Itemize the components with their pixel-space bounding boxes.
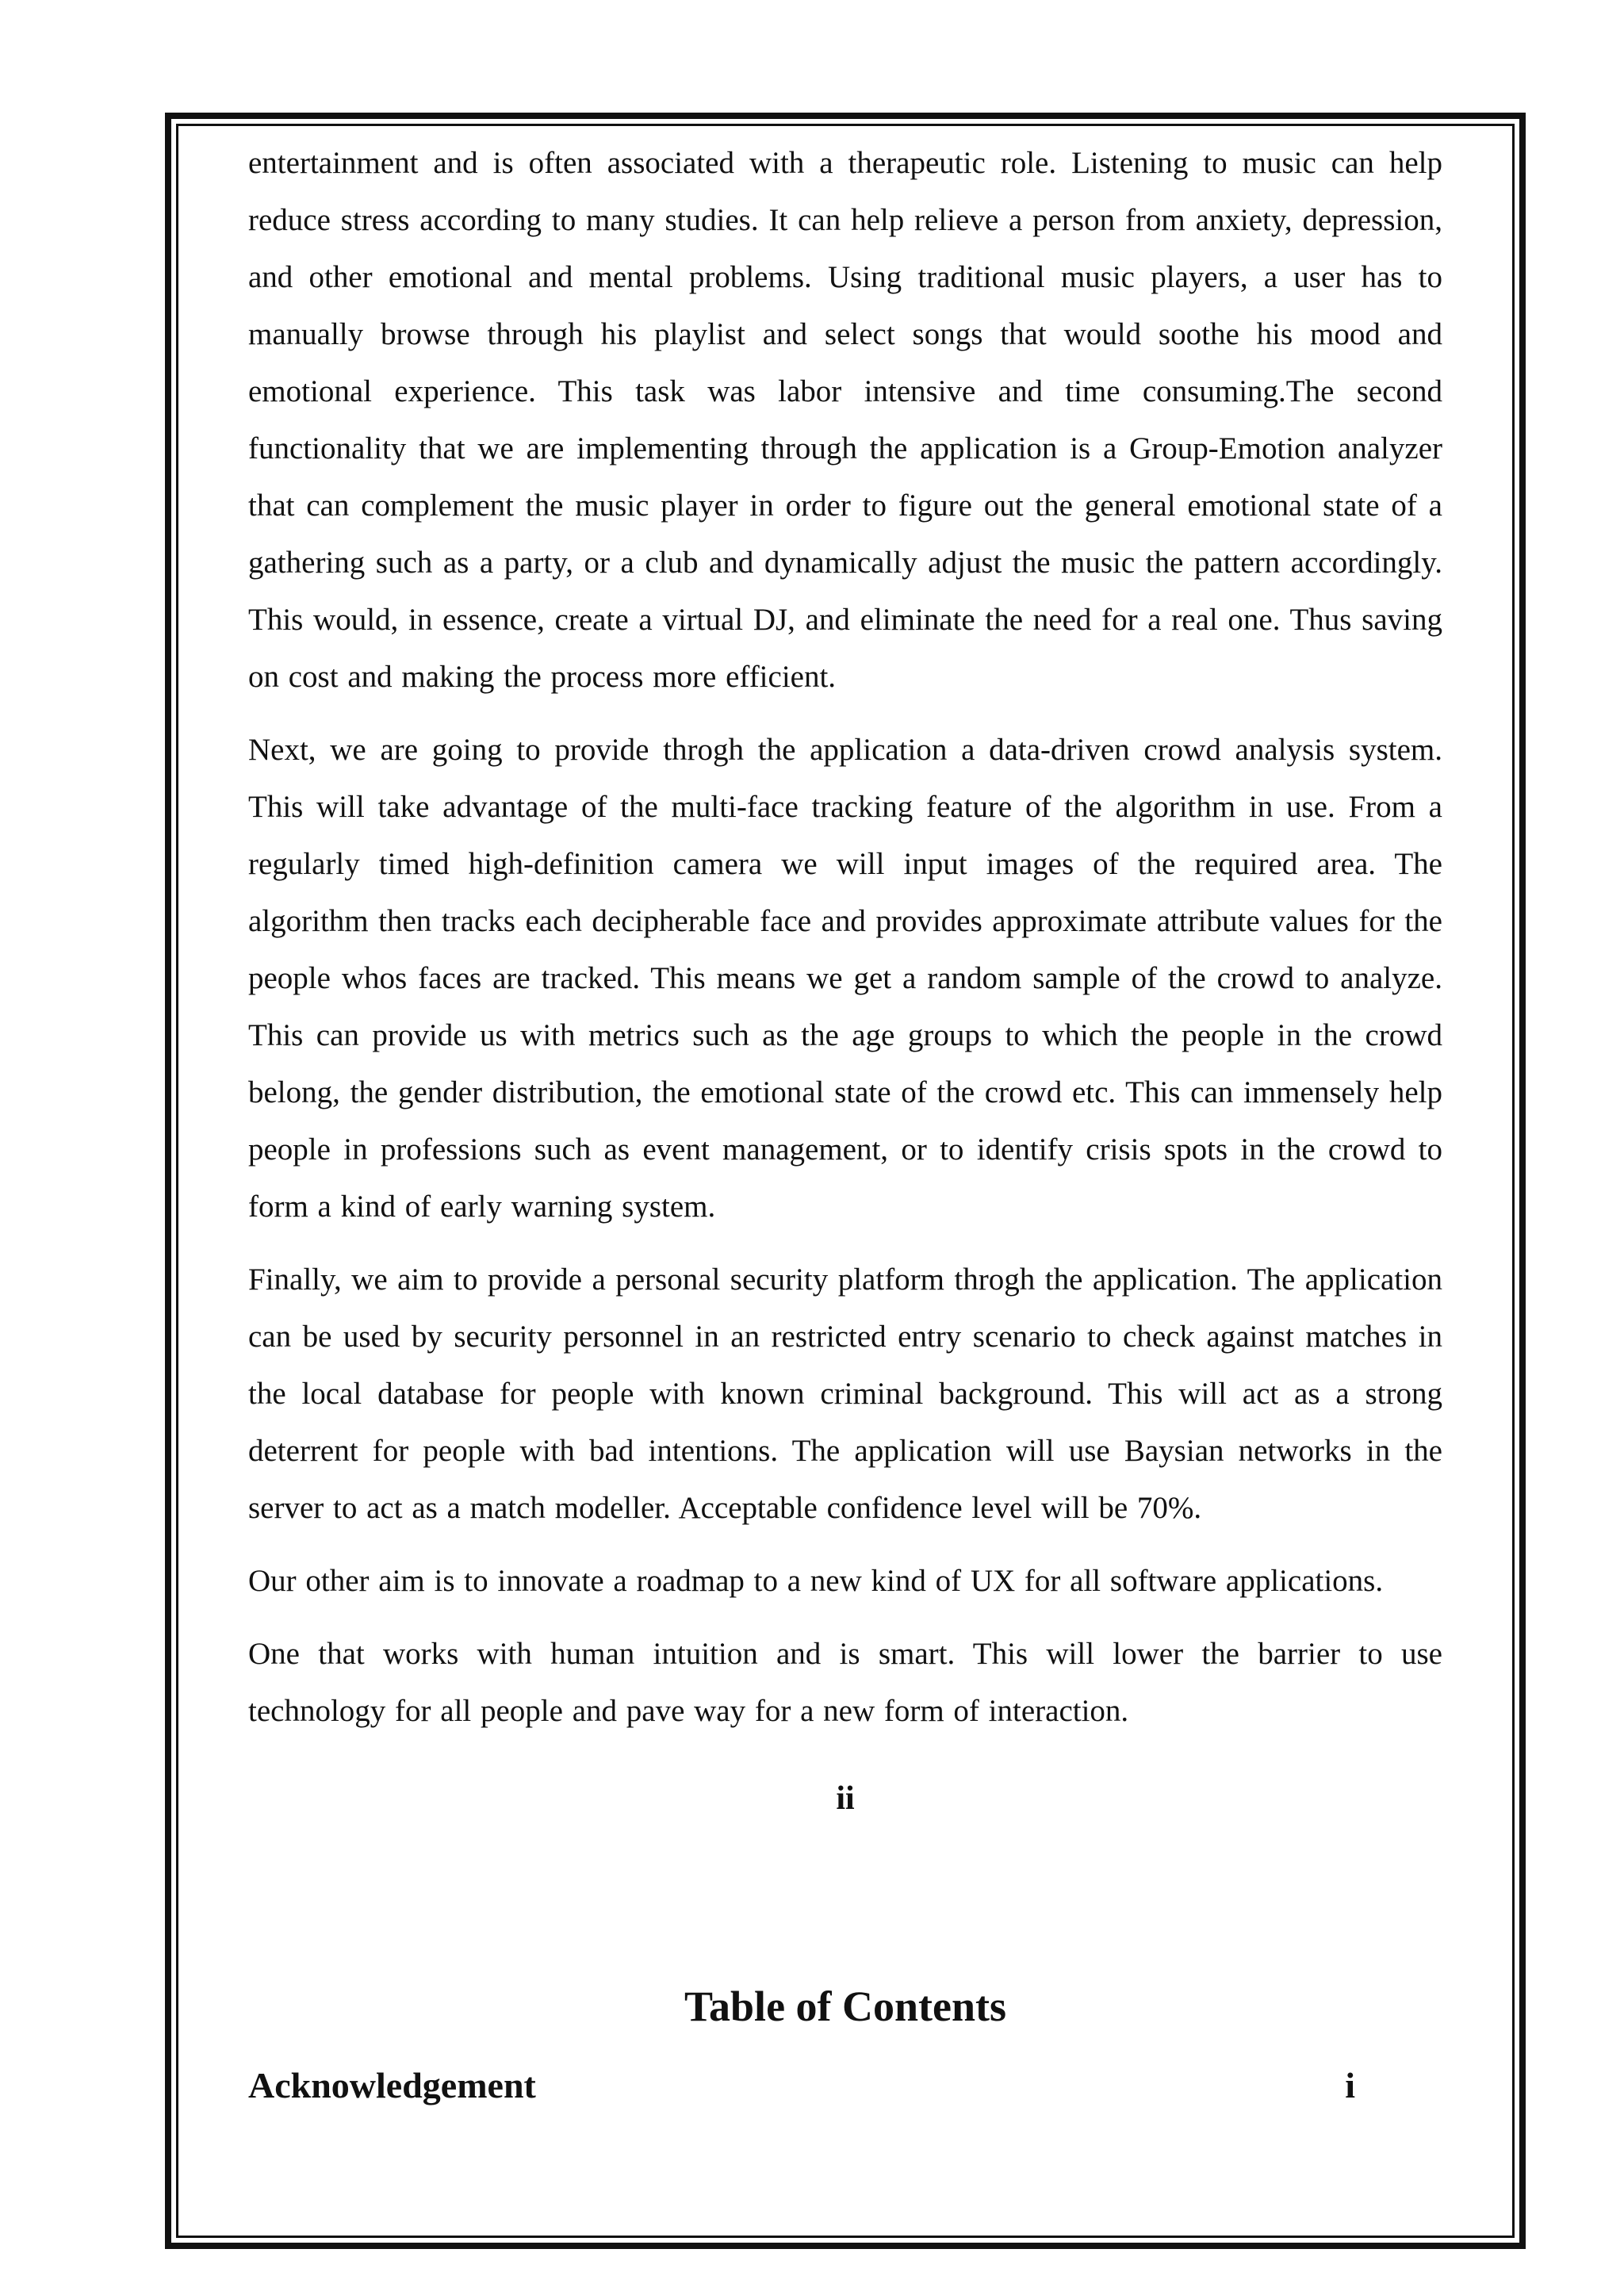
body-paragraph-3: Finally, we aim to provide a personal security platform throgh the application. The application can be used by security personnel in an restricted entry scenario to check against matches in the local database for people with known criminal background. This will act as a strong deterrent for people with bad intentions. The application will use Baysian networks in the server to act as a match modeller. Acceptable confidence level will be 70%. [248,1262,1442,1525]
body-paragraph-2: Next, we are going to provide throgh the application a data-driven crowd analysis system. This will take advantage of the multi-face tracking feature of the algorithm in use. From a regularly timed high-definition camera we will input images of the required area. The algorithm then tracks each decipherable face and provides approximate attribute values for the people whos faces are tracked. This means we get a random sample of the crowd to analyze. This can provide us with metrics such as the age groups to which the people in the crowd belong, the gender distribution, the emotional state of the crowd etc. This can immensely help people in professions such as event management, or to identify crisis spots in the crowd to form a kind of early warning system. [248,733,1442,1224]
page-content [248,135,1442,2111]
page-number: ii [836,1780,855,1817]
toc-title: Table of Contents [684,1983,1007,2030]
toc-entry-page: i [1345,2065,1355,2105]
body-paragraph-1: entertainment and is often associated with a therapeutic role. Listening to music can help reduce stress according to many studies. It can help relieve a person from anxiety, depression, and other emotional and mental problems. Using traditional music players, a user has to manually browse through his playlist and select songs that would soothe his mood and emotional experience. This task was labor intensive and time consuming.The second functionality that we are implementing through the application is a Group-Emotion analyzer that can complement the music player in order to figure out the general emotional state of a gathering such as a party, or a club and dynamically adjust the music the pattern accordingly. This would, in essence, create a virtual DJ, and eliminate the need for a real one. Thus saving on cost and making the process more efficient. [248,146,1442,694]
toc-entry-label: Acknowledgement [248,2065,536,2105]
toc-entry [248,2060,1355,2111]
body-paragraph-5: One that works with human intuition and is smart. This will lower the barrier to use technology for all people and pave way for a new form of interaction. [248,1637,1442,1728]
body-paragraph-4: Our other aim is to innovate a roadmap to a new kind of UX for all software applications. [248,1564,1384,1598]
